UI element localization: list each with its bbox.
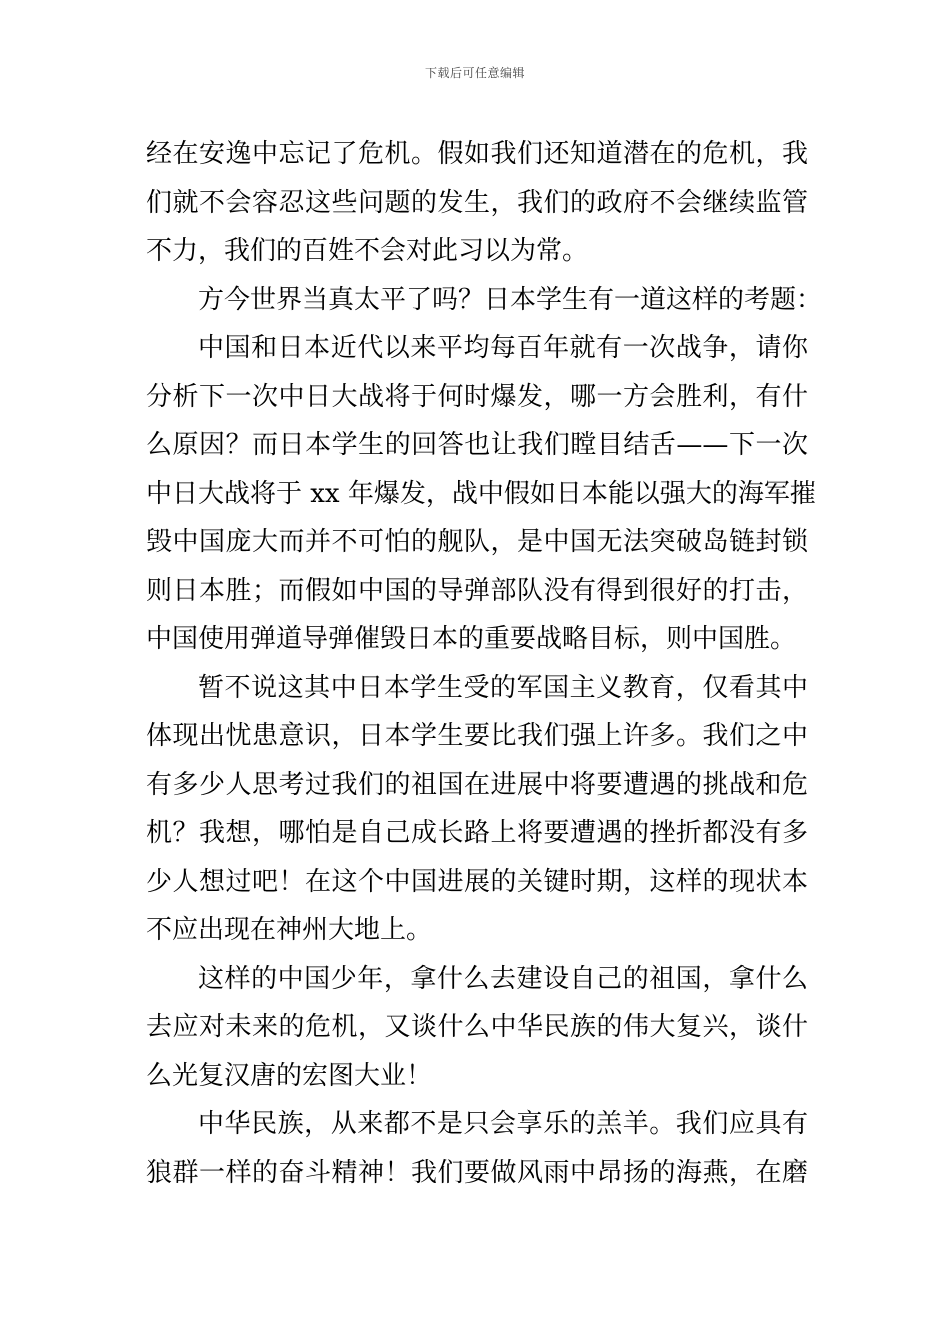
text-line: 中日大战将于 xx 年爆发，战中假如日本能以强大的海军摧 bbox=[146, 478, 816, 509]
text-line: 毁中国庞大而并不可怕的舰队，是中国无法突破岛链封锁 bbox=[146, 527, 808, 557]
paragraph bbox=[146, 955, 808, 1101]
text-line: 方今世界当真太平了吗？日本学生有一道这样的考题： bbox=[198, 284, 823, 315]
paragraph bbox=[146, 324, 816, 664]
text-line: 不应出现在神州大地上。 bbox=[146, 915, 433, 945]
text-line: 中国和日本近代以来平均每百年就有一次战争，请你 bbox=[198, 333, 808, 363]
paragraph bbox=[146, 130, 808, 276]
text-line: 不力，我们的百姓不会对此习以为常。 bbox=[146, 236, 589, 266]
text-line: 么光复汉唐的宏图大业！ bbox=[146, 1060, 433, 1091]
text-line: 体现出忧患意识，日本学生要比我们强上许多。我们之中 bbox=[146, 721, 808, 751]
text-line: 机？我想，哪怕是自己成长路上将要遭遇的挫折都没有多 bbox=[146, 818, 808, 848]
text-line: 少人想过吧！在这个中国进展的关键时期，这样的现状本 bbox=[146, 866, 808, 897]
text-line: 去应对未来的危机，又谈什么中华民族的伟大复兴，谈什 bbox=[146, 1012, 808, 1042]
text-line: 中国使用弹道导弹催毁日本的重要战略目标，则中国胜。 bbox=[146, 624, 797, 654]
text-line: 经在安逸中忘记了危机。假如我们还知道潜在的危机，我 bbox=[146, 139, 808, 169]
text-line: 暂不说这其中日本学生受的军国主义教育，仅看其中 bbox=[198, 672, 808, 703]
text-line: 中华民族，从来都不是只会享乐的羔羊。我们应具有 bbox=[198, 1109, 808, 1139]
paragraph bbox=[146, 1100, 808, 1197]
text-line: 么原因？而日本学生的回答也让我们瞠目结舌——下一次 bbox=[146, 430, 808, 460]
paragraph bbox=[146, 664, 808, 955]
text-line: 们就不会容忍这些问题的发生，我们的政府不会继续监管 bbox=[146, 187, 808, 218]
text-line: 狼群一样的奋斗精神！我们要做风雨中昂扬的海燕，在磨 bbox=[146, 1157, 808, 1188]
document-body bbox=[146, 130, 823, 1197]
paragraph bbox=[146, 276, 823, 325]
text-line: 则日本胜；而假如中国的导弹部队没有得到很好的打击， bbox=[146, 575, 808, 606]
text-line: 分析下一次中日大战将于何时爆发，哪一方会胜利，有什 bbox=[146, 381, 808, 412]
text-line: 有多少人思考过我们的祖国在进展中将要遭遇的挑战和危 bbox=[146, 769, 808, 800]
text-line: 这样的中国少年，拿什么去建设自己的祖国，拿什么 bbox=[198, 963, 808, 994]
page-header-note: 下载后可任意编辑 bbox=[424, 66, 525, 80]
